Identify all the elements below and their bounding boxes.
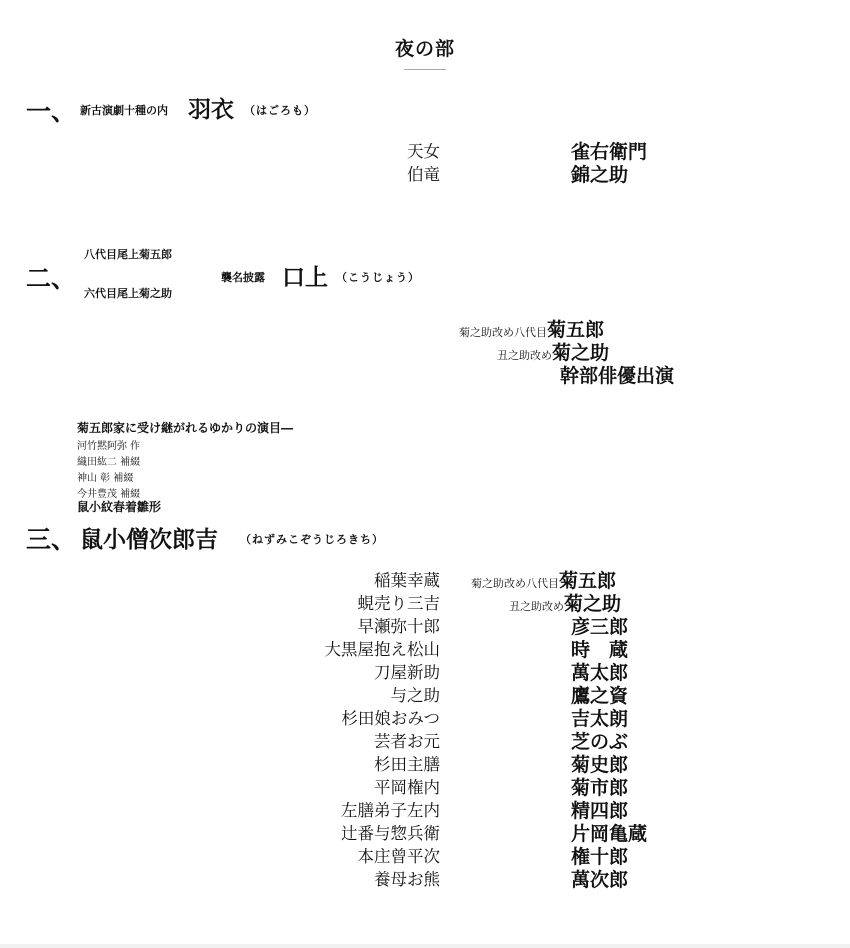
- cast-role: 左膳弟子左内: [341, 801, 440, 820]
- cast-prefix: 菊之助改め八代目: [459, 326, 547, 339]
- cast-role: 稲葉幸蔵: [374, 571, 440, 590]
- cast-actor: 片岡亀蔵: [571, 823, 648, 845]
- cast-actor: 彦三郎: [571, 616, 629, 638]
- cast-actor: 雀右衛門: [571, 141, 648, 163]
- cast-role: 与之助: [390, 686, 440, 705]
- title-divider: [404, 69, 446, 70]
- cast-role: 天女: [407, 142, 440, 161]
- page-title: 夜の部: [394, 38, 455, 60]
- cast-actor: 権十郎: [571, 846, 629, 868]
- cast-actor: 錦之助: [571, 164, 629, 186]
- cast-role: 大黒屋抱え松山: [324, 640, 440, 659]
- credit-line: 河竹黙阿弥 作: [77, 441, 141, 452]
- cast-actor: 時 蔵: [571, 639, 629, 661]
- cast-role: 養母お熊: [374, 870, 440, 889]
- cast-actor: 菊之助: [552, 342, 610, 364]
- credit-line: 織田紘二 補綴: [77, 457, 141, 468]
- cast-role: 平岡権内: [374, 778, 440, 797]
- bottom-divider: [0, 944, 850, 948]
- act1-reading: （はごろも）: [244, 104, 316, 117]
- act2-number: 二、: [26, 264, 77, 293]
- cast-role: 蜆売り三吉: [357, 594, 440, 613]
- act2-title: 口上: [282, 264, 328, 291]
- cast-role: 早瀬弥十郎: [357, 617, 440, 636]
- credit-line: 神山 彰 補綴: [77, 473, 134, 484]
- cast-actor: 萬太郎: [571, 662, 629, 684]
- cast-actor: 芝のぶ: [571, 731, 629, 753]
- act3-intro: 菊五郎家に受け継がれるゆかりの演目―: [77, 421, 294, 435]
- cast-actor: 鷹之資: [571, 685, 629, 707]
- cast-role: 辻番与惣兵衛: [341, 824, 440, 843]
- act1-title: 羽衣: [188, 96, 234, 123]
- cast-prefix: 丑之助改め: [497, 349, 552, 362]
- act3-reading: （ねずみこぞうじろきち）: [240, 533, 384, 546]
- cast-role: 芸者お元: [374, 732, 440, 751]
- credit-line: 今井豊茂 補綴: [77, 489, 141, 500]
- cast-actor: 幹部俳優出演: [560, 365, 675, 387]
- cast-role: 杉田娘おみつ: [341, 709, 440, 728]
- cast-role: 本庄曾平次: [357, 847, 440, 866]
- cast-role: 杉田主膳: [374, 755, 440, 774]
- cast-prefix: 菊之助改め八代目: [471, 577, 559, 590]
- act2-reading: （こうじょう）: [336, 271, 420, 284]
- act3-subtitle: 鼠小紋春着雛形: [77, 500, 162, 514]
- act3-title: 鼠小僧次郎吉: [80, 526, 218, 553]
- act2-host-2: 六代目尾上菊之助: [84, 287, 172, 300]
- cast-prefix: 丑之助改め: [509, 600, 564, 613]
- cast-role: 伯竜: [407, 165, 440, 184]
- act2-prefix: 襲名披露: [221, 271, 265, 284]
- act3-number: 三、: [26, 525, 77, 554]
- cast-actor: 吉太朗: [571, 708, 629, 730]
- act2-host-1: 八代目尾上菊五郎: [84, 248, 172, 261]
- cast-actor: 精四郎: [571, 800, 629, 822]
- act1-number: 一、: [26, 97, 77, 126]
- act1-prefix: 新古演劇十種の内: [80, 104, 168, 117]
- cast-role: 刀屋新助: [374, 663, 440, 682]
- cast-actor: 菊市郎: [571, 777, 629, 799]
- cast-actor: 菊五郎: [547, 319, 605, 341]
- cast-actor: 菊之助: [564, 593, 622, 615]
- cast-actor: 菊五郎: [559, 570, 617, 592]
- cast-actor: 菊史郎: [571, 754, 629, 776]
- cast-actor: 萬次郎: [571, 869, 629, 891]
